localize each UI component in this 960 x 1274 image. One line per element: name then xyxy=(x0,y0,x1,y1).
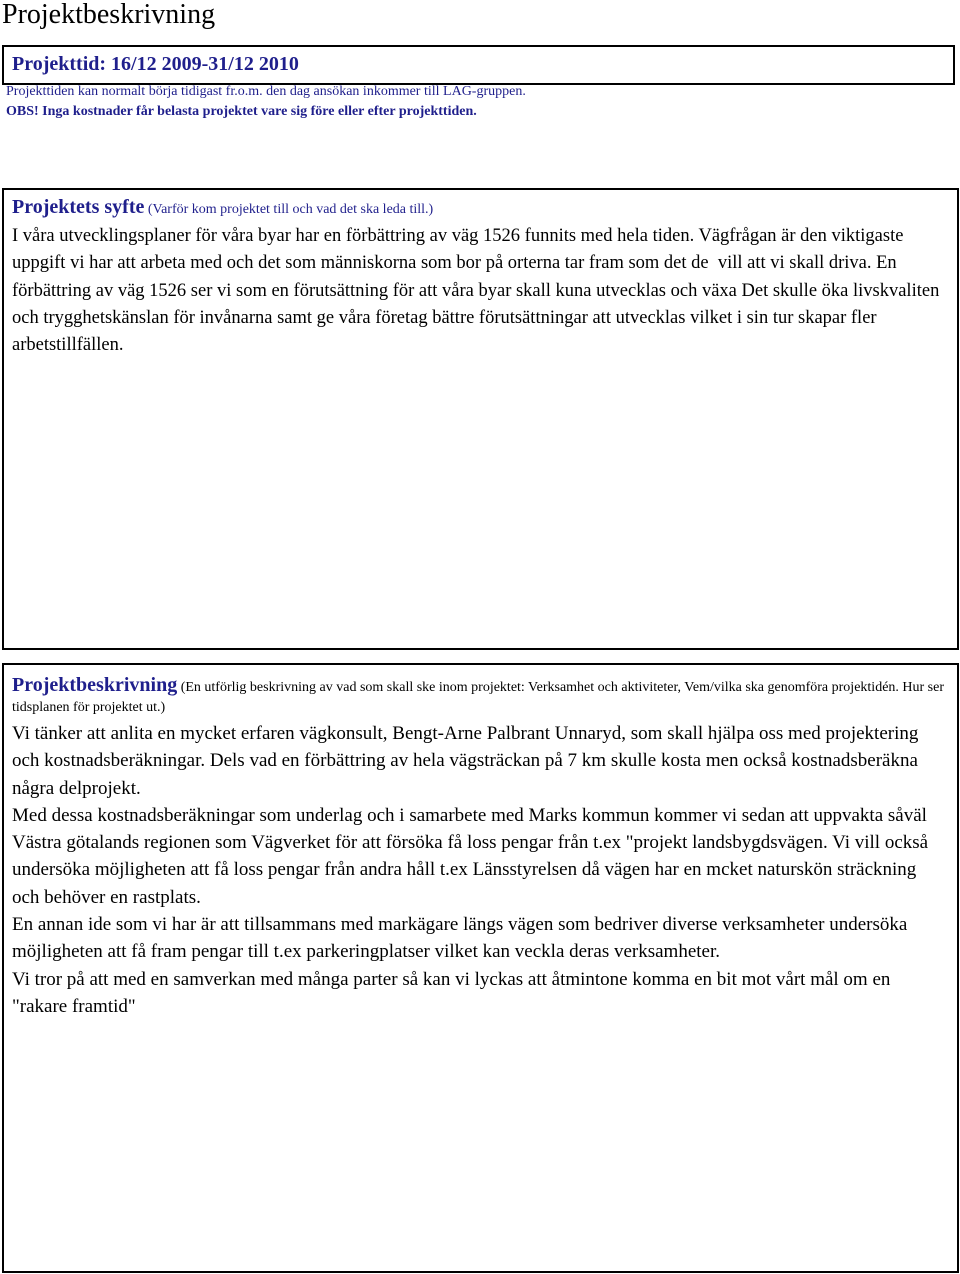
purpose-content xyxy=(12,198,947,359)
description-paragraph: Vi tror på att med en samverkan med många parter så kan vi lyckas att åtmintone komma en bit mot vårt mål om en "rakare framtid" xyxy=(12,968,891,1017)
description-paragraph: Vi tänker att anlita en mycket erfaren vägkonsult, Bengt-Arne Palbrant Unnaryd, som skall hjälpa oss med projektering och kostnadsberäkningar. Dels vad en förbättring av hela vägsträckan på 7 km skulle kosta men också kostnadsberäkna några delprojekt. xyxy=(12,723,919,799)
description-heading: Projektbeskrivning xyxy=(12,674,178,696)
description-content xyxy=(12,675,947,1020)
purpose-section xyxy=(2,188,959,650)
description-hint: (En utförlig beskrivning av vad som skall ske inom projektet: Verksamhet och aktiviteter, Vem/vilka ska genomföra projektidén. Hur ser tidsplanen för projektet ut.) xyxy=(12,680,945,715)
description-paragraph: En annan ide som vi har är att tillsammans med markägare längs vägen som bedriver diverse verksamheter undersöka möjligheten att få fram pengar till t.ex parkeringplatser vilket kan vecklа deras verksamheter. xyxy=(12,914,908,963)
description-section xyxy=(2,663,959,1273)
purpose-heading-line xyxy=(12,198,947,219)
purpose-hint: (Varför kom projektet till och vad det ska leda till.) xyxy=(144,202,434,217)
project-time-box xyxy=(2,45,955,85)
description-heading-line xyxy=(12,675,947,718)
page-title: Projektbeskrivning xyxy=(2,0,216,30)
description-body xyxy=(12,720,947,1020)
project-time-note-1: Projekttiden kan normalt börja tidigast fr.o.m. den dag ansökan inkommer till LAG-gruppen. xyxy=(6,84,526,99)
project-time-note-2: OBS! Inga kostnader får belasta projektet vare sig före eller efter projekttiden. xyxy=(6,104,477,119)
project-time-heading: Projekttid: 16/12 2009-31/12 2010 xyxy=(12,53,299,75)
project-time-notes xyxy=(6,82,956,122)
purpose-heading: Projektets syfte xyxy=(12,196,145,218)
description-paragraph: Med dessa kostnadsberäkningar som underlag och i samarbete med Marks kommun kommer vi sedan att uppvakta såväl Västra götalands regionen som Vägverket för att försöka få loss pengar från t.ex "projekt landsbygdsvägen. Vi vill också undersöka möjligheten att få loss pengar från andra håll t.ex Länsstyrelsen då vägen har en mcket naturskön sträckning och behöver en rastplats. xyxy=(12,804,929,908)
purpose-body-text: I våra utvecklingsplaner för våra byar har en förbättring av väg 1526 funnits med hela tiden. Vägfrågan är den viktigaste uppgift vi har att arbeta med och det som människorna som bor på orterna tar fram som det de vill att vi skall driva. En förbättring av väg 1526 ser vi som en förutsättning för att våra byar skall kuna utvecklas och växa Det skulle öka livskvaliten och trygghetskänslan för invånarna samt ge våra företag bättre förutsättningar att utvecklas vilket i sin tur skapar fler arbetstillfällen. xyxy=(12,226,944,356)
